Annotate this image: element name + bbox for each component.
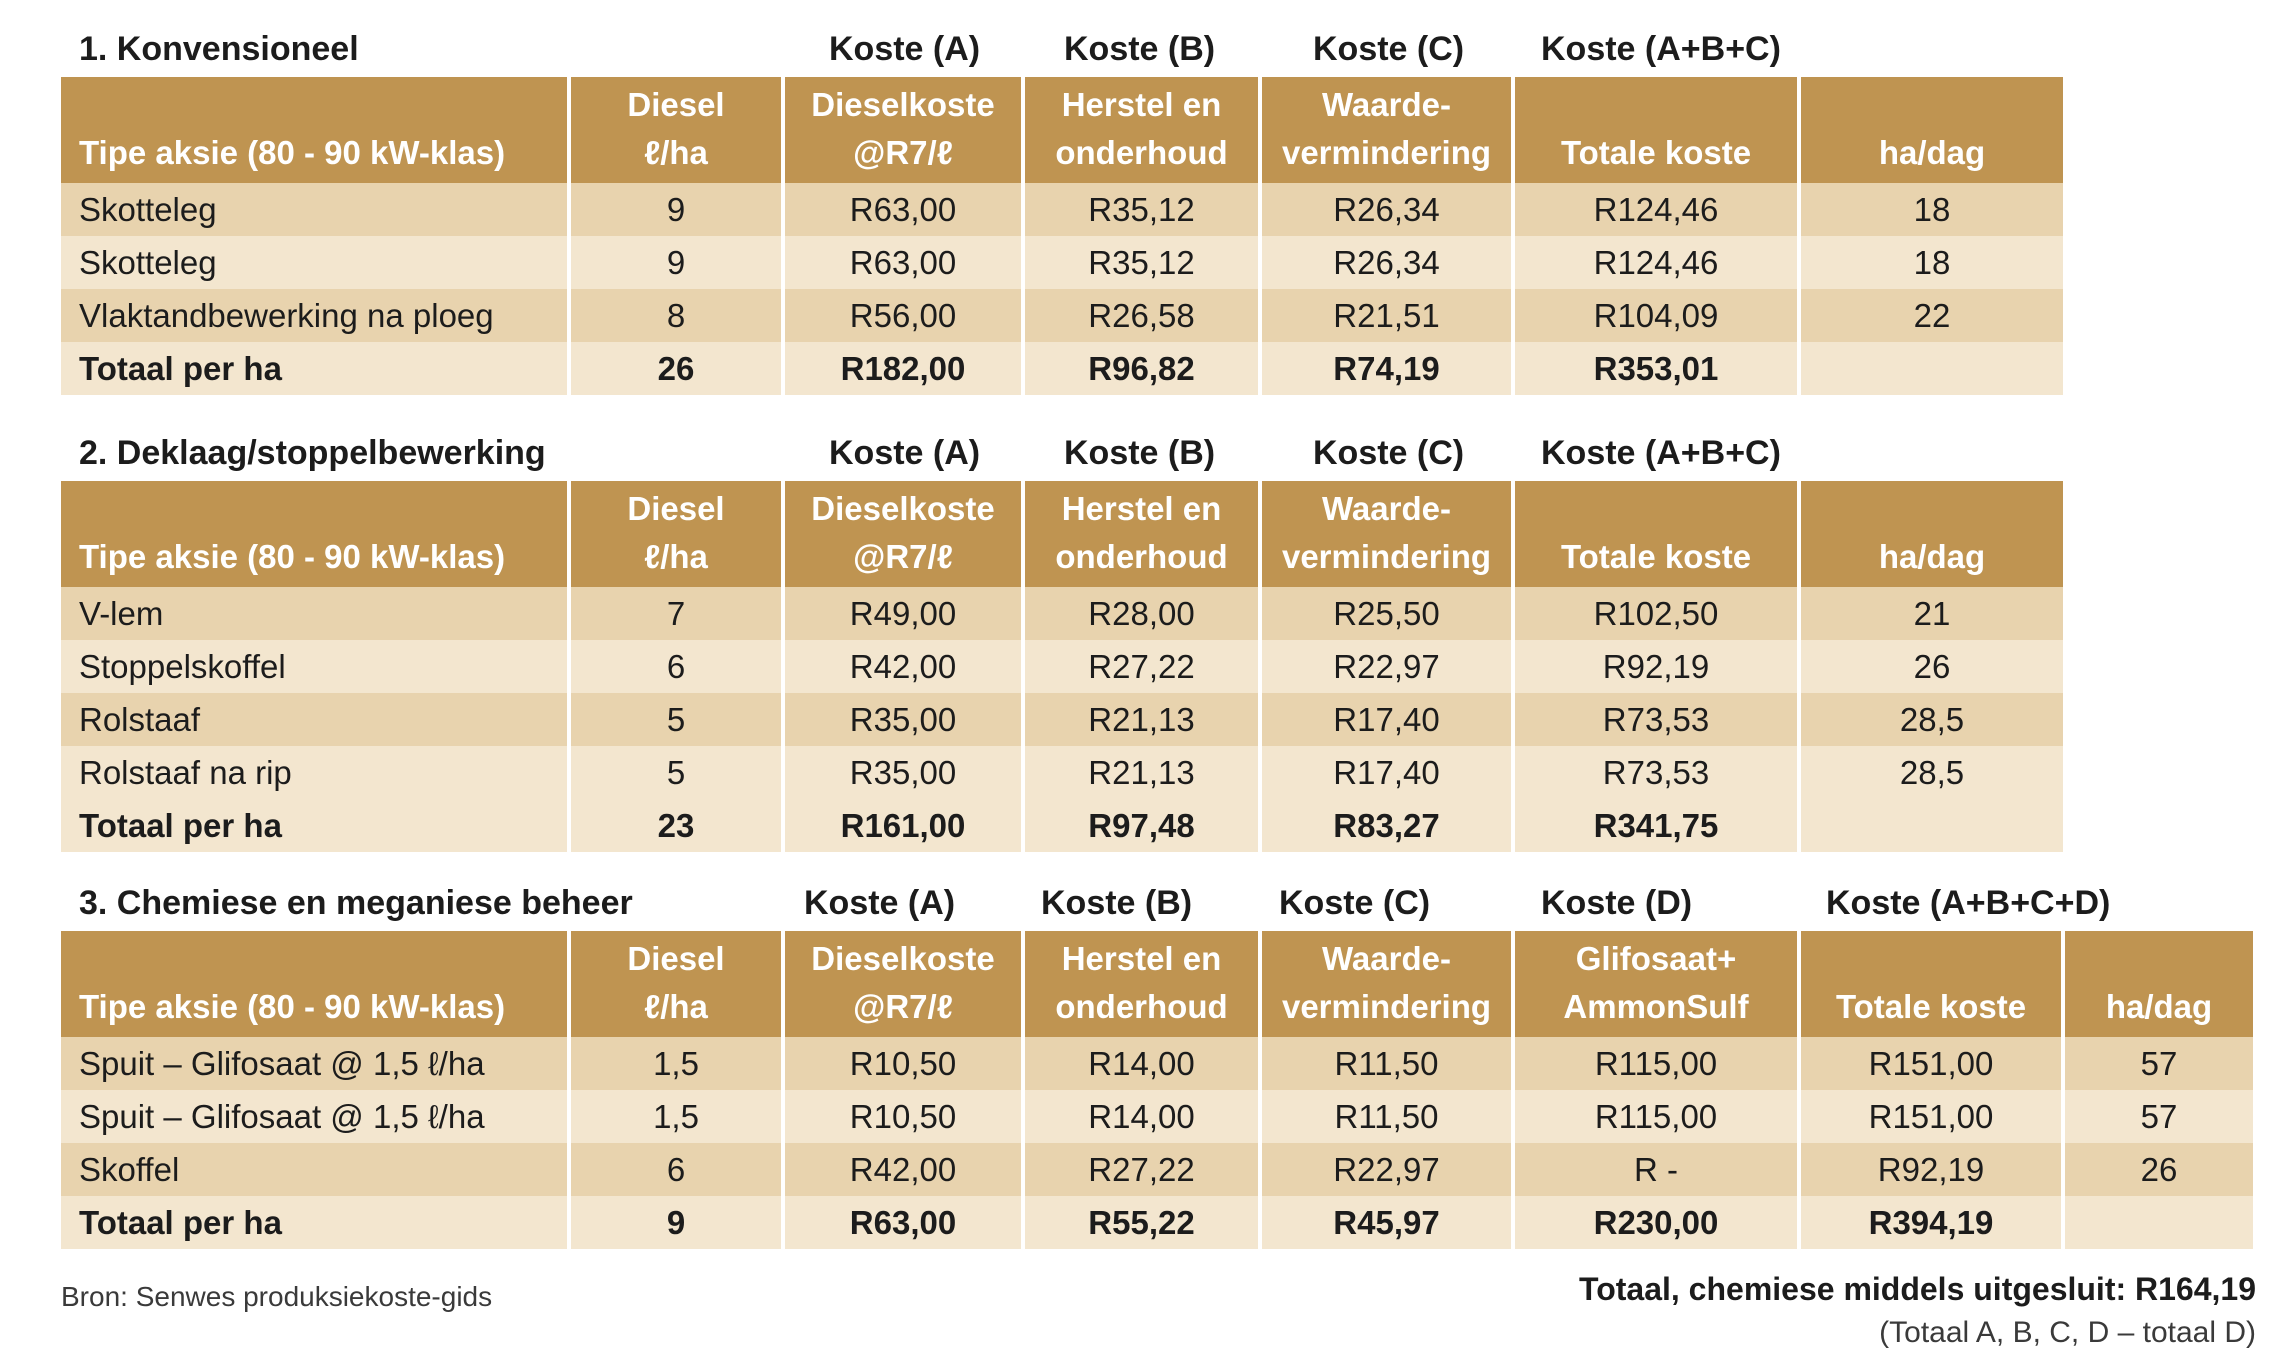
total-cell-action: Totaal per ha [61,1196,569,1249]
cell-depreciation: R11,50 [1260,1037,1513,1090]
table-header-row [61,931,2253,1037]
column-header-diesel-cost [783,931,1023,1037]
header-line: ha/dag [2105,988,2213,1025]
total-note: Totaal, chemiese middels uitgesluit: R164,19 [1579,1271,2256,1307]
header-line: onderhoud [1055,988,1228,1025]
header-line: Totale koste [1560,134,1752,171]
cell-ha-per-day: 22 [1799,289,2063,342]
table-total-row [61,342,2063,395]
column-header-diesel [569,77,783,183]
cell-ha-per-day: 28,5 [1799,746,2063,799]
cost-label-b: Koste (B) [1064,30,1216,68]
section-title: 2. Deklaag/stoppelbewerking [79,434,546,472]
header-line: AmmonSulf [1563,988,1749,1025]
total-cell-total-cost: R394,19 [1799,1196,2063,1249]
cell-diesel: 1,5 [569,1090,783,1143]
total-cell-action: Totaal per ha [61,342,569,395]
total-cell-diesel: 9 [569,1196,783,1249]
cell-depreciation: R17,40 [1260,693,1513,746]
column-header-total-cost [1799,931,2063,1037]
cell-diesel-cost: R35,00 [783,693,1023,746]
column-header-repair-maintenance [1023,77,1260,183]
cell-total-cost: R124,46 [1513,183,1799,236]
cell-ha-per-day: 26 [2063,1143,2253,1196]
cell-herbicide-cost: R - [1513,1143,1799,1196]
column-header-action [61,77,569,183]
header-line: Herstel en [1061,490,1222,527]
source-note: Bron: Senwes produksiekoste-gids [61,1281,493,1312]
cell-diesel: 9 [569,236,783,289]
header-line: Waarde- [1322,490,1451,527]
header-line: ℓ/ha [644,134,708,171]
header-line: Herstel en [1061,86,1222,123]
column-header-ha-per-day [2063,931,2253,1037]
header-line: ha/dag [1878,538,1986,575]
cell-total-cost: R151,00 [1799,1090,2063,1143]
column-header-depreciation [1260,481,1513,587]
total-note-sub: (Totaal A, B, C, D – totaal D) [1879,1316,2256,1349]
header-line: Dieselkoste [811,940,995,977]
cell-total-cost: R102,50 [1513,587,1799,640]
header-line: @R7/ℓ [853,134,953,171]
cell-repair-maintenance: R21,13 [1023,746,1260,799]
cell-action: Spuit – Glifosaat @ 1,5 ℓ/ha [61,1037,569,1090]
total-cell-herbicide-cost: R230,00 [1513,1196,1799,1249]
header-line: Dieselkoste [811,490,995,527]
header-line: onderhoud [1055,134,1228,171]
section-3-titles [0,880,2280,926]
cell-diesel: 5 [569,746,783,799]
header-line: Totale koste [1560,538,1752,575]
cost-label-d: Koste (D) [1541,884,1693,922]
total-cell-depreciation: R45,97 [1260,1196,1513,1249]
table-row [61,236,2063,289]
column-header-diesel [569,481,783,587]
column-header-action [61,481,569,587]
section-title: 1. Konvensioneel [79,30,359,68]
header-line: Diesel [627,86,725,123]
table-row [61,640,2063,693]
header-line: @R7/ℓ [853,538,953,575]
cell-depreciation: R26,34 [1260,183,1513,236]
column-header-total-cost [1513,481,1799,587]
header-line: vermindering [1281,988,1492,1025]
cell-total-cost: R124,46 [1513,236,1799,289]
cell-total-cost: R73,53 [1513,746,1799,799]
table-row [61,587,2063,640]
cell-diesel-cost: R56,00 [783,289,1023,342]
table-header-row [61,77,2063,183]
cell-action: Rolstaaf [61,693,569,746]
table-row [61,746,2063,799]
cell-ha-per-day: 26 [1799,640,2063,693]
cell-repair-maintenance: R14,00 [1023,1037,1260,1090]
header-line: Diesel [627,490,725,527]
column-header-diesel-cost [783,481,1023,587]
cell-herbicide-cost: R115,00 [1513,1090,1799,1143]
header-line: ha/dag [1878,134,1986,171]
cell-diesel-cost: R63,00 [783,236,1023,289]
cell-action: Spuit – Glifosaat @ 1,5 ℓ/ha [61,1090,569,1143]
total-cell-repair-maintenance: R96,82 [1023,342,1260,395]
cell-action: Skoffel [61,1143,569,1196]
cost-label-total: Koste (A+B+C) [1541,434,1781,472]
cost-label-total: Koste (A+B+C) [1541,30,1781,68]
table-row [61,183,2063,236]
cell-depreciation: R26,34 [1260,236,1513,289]
total-cell-ha-per-day [1799,799,2063,852]
table-row [61,1090,2253,1143]
cell-herbicide-cost: R115,00 [1513,1037,1799,1090]
column-header-repair-maintenance [1023,931,1260,1037]
cell-total-cost: R104,09 [1513,289,1799,342]
cell-ha-per-day: 57 [2063,1090,2253,1143]
header-line: Tipe aksie (80 - 90 kW-klas) [79,988,506,1025]
cost-table-mulch-tillage [61,481,2063,852]
cell-diesel-cost: R42,00 [783,640,1023,693]
cell-diesel-cost: R63,00 [783,183,1023,236]
cost-table-chemical-mechanical [61,931,2253,1249]
cell-diesel-cost: R35,00 [783,746,1023,799]
cell-repair-maintenance: R28,00 [1023,587,1260,640]
cell-diesel-cost: R10,50 [783,1090,1023,1143]
cell-ha-per-day: 57 [2063,1037,2253,1090]
total-cell-diesel-cost: R182,00 [783,342,1023,395]
header-line: Herstel en [1061,940,1222,977]
cell-total-cost: R92,19 [1513,640,1799,693]
header-line: Waarde- [1322,86,1451,123]
section-2-titles [0,430,2280,476]
total-cell-diesel: 23 [569,799,783,852]
header-line: Glifosaat+ [1575,940,1737,977]
header-line: Diesel [627,940,725,977]
total-cell-diesel-cost: R63,00 [783,1196,1023,1249]
cell-depreciation: R22,97 [1260,640,1513,693]
header-line: ℓ/ha [644,538,708,575]
total-note-block [1579,1267,2256,1355]
cell-total-cost: R151,00 [1799,1037,2063,1090]
total-cell-ha-per-day [1799,342,2063,395]
cell-ha-per-day: 18 [1799,183,2063,236]
header-line: onderhoud [1055,538,1228,575]
cell-diesel-cost: R42,00 [783,1143,1023,1196]
cell-diesel: 6 [569,1143,783,1196]
total-cell-action: Totaal per ha [61,799,569,852]
cell-diesel: 6 [569,640,783,693]
header-line: vermindering [1281,134,1492,171]
cell-action: Skotteleg [61,183,569,236]
cost-label-b: Koste (B) [1041,884,1193,922]
cell-diesel-cost: R10,50 [783,1037,1023,1090]
table-row [61,1143,2253,1196]
cell-depreciation: R21,51 [1260,289,1513,342]
cost-label-b: Koste (B) [1064,434,1216,472]
cell-depreciation: R17,40 [1260,746,1513,799]
cell-diesel: 5 [569,693,783,746]
cell-total-cost: R92,19 [1799,1143,2063,1196]
cell-diesel-cost: R49,00 [783,587,1023,640]
column-header-repair-maintenance [1023,481,1260,587]
cell-depreciation: R22,97 [1260,1143,1513,1196]
cell-action: Skotteleg [61,236,569,289]
header-line: Tipe aksie (80 - 90 kW-klas) [79,538,506,575]
column-header-depreciation [1260,931,1513,1037]
cell-action: Stoppelskoffel [61,640,569,693]
total-cell-total-cost: R353,01 [1513,342,1799,395]
cell-repair-maintenance: R21,13 [1023,693,1260,746]
cost-label-a: Koste (A) [829,434,981,472]
total-cell-depreciation: R74,19 [1260,342,1513,395]
table-row [61,289,2063,342]
column-header-ha-per-day [1799,77,2063,183]
cost-label-total: Koste (A+B+C+D) [1826,884,2111,922]
total-cell-repair-maintenance: R97,48 [1023,799,1260,852]
cost-label-c: Koste (C) [1313,30,1465,68]
cell-total-cost: R73,53 [1513,693,1799,746]
column-header-herbicide-cost [1513,931,1799,1037]
header-line: @R7/ℓ [853,988,953,1025]
total-cell-ha-per-day [2063,1196,2253,1249]
cost-label-c: Koste (C) [1313,434,1465,472]
cell-repair-maintenance: R27,22 [1023,640,1260,693]
table-header-row [61,481,2063,587]
cell-diesel: 9 [569,183,783,236]
cell-diesel: 8 [569,289,783,342]
table-row [61,1037,2253,1090]
cell-repair-maintenance: R35,12 [1023,183,1260,236]
cell-action: Vlaktandbewerking na ploeg [61,289,569,342]
cost-table-conventional [61,77,2063,395]
cell-diesel: 7 [569,587,783,640]
cost-label-c: Koste (C) [1279,884,1431,922]
section-1-titles [0,26,2280,72]
total-cell-diesel: 26 [569,342,783,395]
cell-ha-per-day: 21 [1799,587,2063,640]
column-header-total-cost [1513,77,1799,183]
total-cell-diesel-cost: R161,00 [783,799,1023,852]
header-line: ℓ/ha [644,988,708,1025]
cell-repair-maintenance: R14,00 [1023,1090,1260,1143]
column-header-ha-per-day [1799,481,2063,587]
column-header-depreciation [1260,77,1513,183]
table-row [61,693,2063,746]
column-header-action [61,931,569,1037]
cell-diesel: 1,5 [569,1037,783,1090]
total-cell-repair-maintenance: R55,22 [1023,1196,1260,1249]
table-total-row [61,1196,2253,1249]
cell-depreciation: R25,50 [1260,587,1513,640]
cell-repair-maintenance: R27,22 [1023,1143,1260,1196]
cell-ha-per-day: 28,5 [1799,693,2063,746]
header-line: Dieselkoste [811,86,995,123]
cell-action: V-lem [61,587,569,640]
section-title: 3. Chemiese en meganiese beheer [79,884,633,922]
column-header-diesel [569,931,783,1037]
cell-depreciation: R11,50 [1260,1090,1513,1143]
cell-repair-maintenance: R35,12 [1023,236,1260,289]
total-cell-depreciation: R83,27 [1260,799,1513,852]
column-header-diesel-cost [783,77,1023,183]
cell-repair-maintenance: R26,58 [1023,289,1260,342]
total-cell-total-cost: R341,75 [1513,799,1799,852]
table-total-row [61,799,2063,852]
cell-action: Rolstaaf na rip [61,746,569,799]
cost-label-a: Koste (A) [829,30,981,68]
header-line: Totale koste [1835,988,2027,1025]
cost-label-a: Koste (A) [804,884,956,922]
header-line: Waarde- [1322,940,1451,977]
header-line: Tipe aksie (80 - 90 kW-klas) [79,134,506,171]
cell-ha-per-day: 18 [1799,236,2063,289]
header-line: vermindering [1281,538,1492,575]
